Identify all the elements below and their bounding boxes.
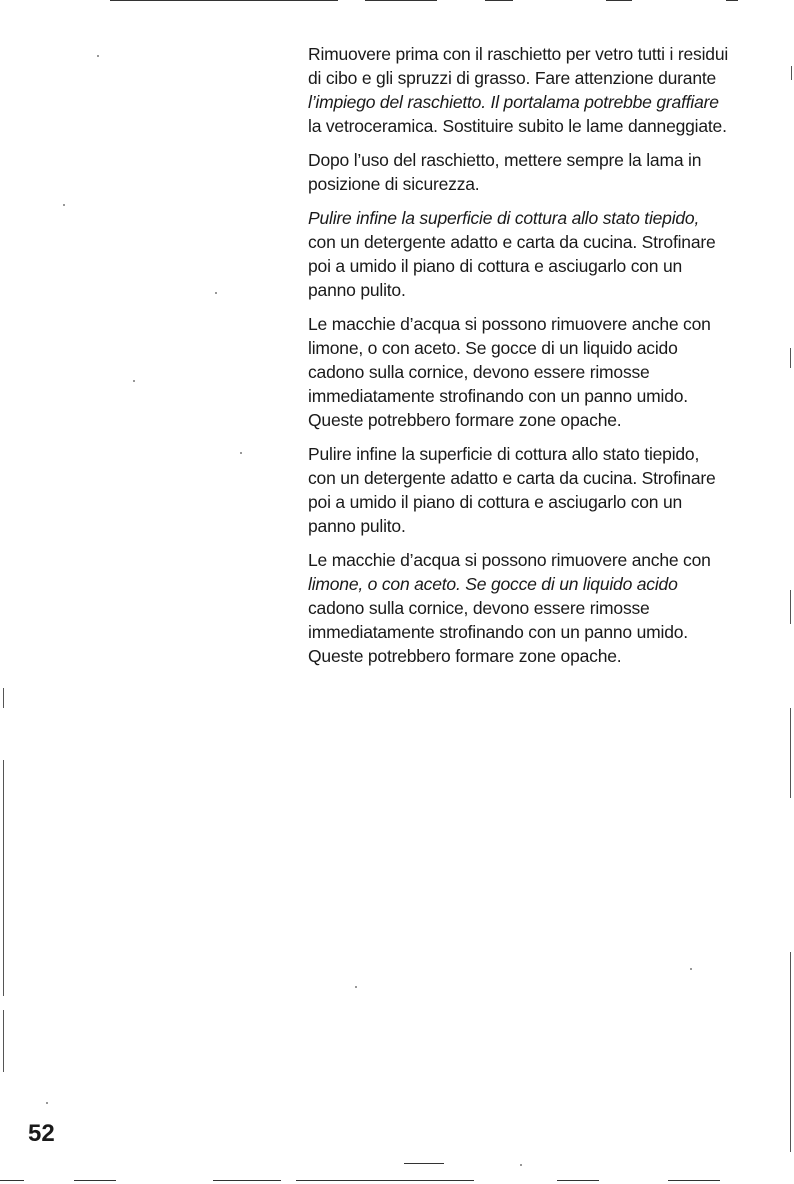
bottom-rule <box>213 1180 281 1181</box>
bottom-rule <box>0 1180 24 1181</box>
paragraph <box>308 442 770 538</box>
text-line: immediatamente strofinando con un panno umido. <box>308 622 688 642</box>
paragraph <box>308 148 770 196</box>
speck <box>690 968 692 970</box>
paragraph <box>308 312 770 432</box>
text-line: Le macchie d’acqua si possono rimuovere anche con <box>308 314 711 334</box>
text-line: limone, o con aceto. Se gocce di un liquido acido <box>308 338 678 358</box>
text-line: posizione di sicurezza. <box>308 174 480 194</box>
text-line: la vetroceramica. Sostituire subito le lame danneggiate. <box>308 116 727 136</box>
text-line: con un detergente adatto e carta da cucina. Strofinare <box>308 232 716 252</box>
top-rule <box>606 0 632 1</box>
text-line: immediatamente strofinando con un panno umido. <box>308 386 688 406</box>
right-edge-mark <box>790 708 791 798</box>
text-line: Queste potrebbero formare zone opache. <box>308 646 622 666</box>
text-line: Pulire infine la superficie di cottura allo stato tiepido, <box>308 208 700 228</box>
bottom-rule <box>296 1180 474 1181</box>
speck <box>97 55 99 57</box>
left-edge-mark <box>3 688 4 708</box>
text-line: Queste potrebbero formare zone opache. <box>308 410 622 430</box>
top-rule <box>365 0 437 1</box>
bottom-rule <box>557 1180 599 1181</box>
text-line: Dopo l’uso del raschietto, mettere sempre la lama in <box>308 150 702 170</box>
bottom-rule <box>74 1180 116 1181</box>
text-line: di cibo e gli spruzzi di grasso. Fare attenzione durante <box>308 68 717 88</box>
text-line: Pulire infine la superficie di cottura allo stato tiepido, <box>308 444 700 464</box>
paragraph <box>308 548 770 668</box>
top-rule <box>110 0 338 1</box>
paragraph <box>308 206 770 302</box>
text-line: poi a umido il piano di cottura e asciugarlo con un <box>308 492 683 512</box>
speck <box>520 1164 522 1166</box>
page-number: 52 <box>28 1120 55 1147</box>
speck <box>215 292 217 294</box>
text-line: panno pulito. <box>308 516 406 536</box>
speck <box>63 204 65 206</box>
text-line: panno pulito. <box>308 280 406 300</box>
bottom-rule <box>668 1180 720 1181</box>
text-line: l’impiego del raschietto. Il portalama potrebbe graffiare <box>308 92 719 112</box>
left-edge-mark <box>3 1010 4 1072</box>
text-line: Rimuovere prima con il raschietto per vetro tutti i residui <box>308 44 729 64</box>
text-line: poi a umido il piano di cottura e asciugarlo con un <box>308 256 683 276</box>
top-rule <box>485 0 513 1</box>
text-line: cadono sulla cornice, devono essere rimosse <box>308 598 650 618</box>
paragraph <box>308 42 770 138</box>
speck <box>240 452 242 454</box>
right-edge-mark <box>790 590 791 624</box>
left-edge-mark <box>3 760 4 996</box>
bottom-rule <box>404 1163 444 1164</box>
text-line: Le macchie d’acqua si possono rimuovere anche con <box>308 550 711 570</box>
speck <box>46 1102 48 1104</box>
body-text <box>308 42 770 678</box>
right-edge-mark <box>790 952 791 1152</box>
speck <box>133 380 135 382</box>
right-edge-mark <box>790 348 791 368</box>
speck <box>355 986 357 988</box>
text-line: cadono sulla cornice, devono essere rimosse <box>308 362 650 382</box>
right-edge-mark <box>791 66 792 80</box>
text-line: con un detergente adatto e carta da cucina. Strofinare <box>308 468 716 488</box>
top-rule <box>726 0 738 1</box>
text-line: limone, o con aceto. Se gocce di un liquido acido <box>308 574 678 594</box>
